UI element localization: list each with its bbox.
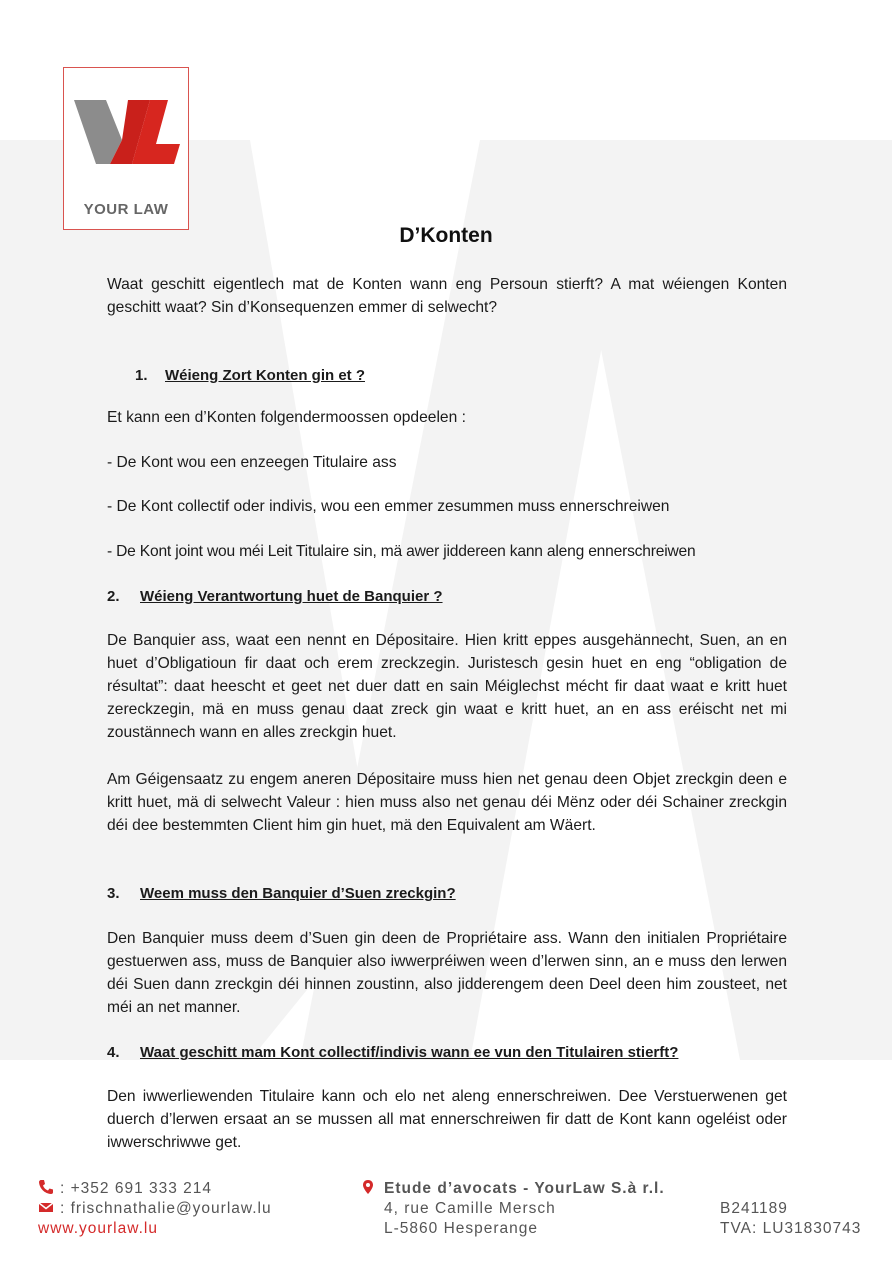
- logo-brand-text: YOUR LAW: [83, 201, 169, 218]
- section-number: 1.: [135, 367, 148, 384]
- company-register-number: B241189: [720, 1200, 788, 1217]
- website-link[interactable]: www.yourlaw.lu: [38, 1220, 158, 1237]
- section-title: Wéieng Verantwortung huet de Banquier ?: [140, 588, 443, 605]
- phone-icon: [38, 1179, 54, 1195]
- office-city: L-5860 Hesperange: [384, 1220, 539, 1237]
- document-title: D’Konten: [399, 224, 493, 247]
- office-name: Etude d’avocats - YourLaw S.à r.l.: [384, 1180, 665, 1197]
- list-item: - De Kont wou een enzeegen Titulaire ass: [107, 454, 397, 471]
- footer-phone: [38, 1179, 212, 1199]
- list-item: - De Kont joint wou méi Leit Titulaire sin, mä awer jiddereen kann aleng ennerschreiwen: [107, 543, 696, 560]
- section-title: Wéieng Zort Konten gin et ?: [165, 367, 365, 384]
- footer-email: [38, 1199, 272, 1219]
- section-2-paragraph-1: De Banquier ass, waat een nennt en Dépositaire. Hien kritt eppes ausgehännecht, Suen, an en huet d’Obligatioun fir daat och erem zreckzegin. Juristesch gesin huet en eng “obligation de résultat”: daat heescht et geet net duer datt en sain Méiglechst mécht fir daat waat e kritt huet zereckzegin, mä en muss genau daat zreck gin waat e kritt huet, an en ass eréischt net mi zoustännech wann en alles zreckgin huet.: [107, 632, 787, 741]
- section-title: Waat geschitt mam Kont collectif/indivis wann ee vun den Titulairen stierft?: [140, 1044, 679, 1061]
- section-2-heading: [107, 587, 443, 607]
- section-3-paragraph: Den Banquier muss deem d’Suen gin deen de Propriétaire ass. Wann den initialen Propriétaire gestuerwen ass, muss de Banquier also iwwerpréiwen ween d’lerwen sinn, an e muss den lerwen déi Suen dann zreckgin déi hinnen zoustinn, also jidderengem deen Deel deen him zousteet, net méi an net manner.: [107, 930, 787, 1016]
- footer-office: [360, 1179, 665, 1199]
- section-1-lead: Et kann een d’Konten folgendermoossen opdeelen :: [107, 409, 466, 426]
- phone-number: : +352 691 333 214: [60, 1180, 213, 1197]
- email-address[interactable]: : frischnathalie@yourlaw.lu: [60, 1200, 272, 1217]
- vat-number: TVA: LU31830743: [720, 1220, 862, 1237]
- section-3-heading: [107, 884, 456, 904]
- yl-logo-icon: [70, 82, 182, 197]
- office-street: 4, rue Camille Mersch: [384, 1200, 556, 1217]
- section-2-paragraph-2: Am Géigensaatz zu engem aneren Dépositaire muss hien net genau deen Objet zreckgin deen e kritt huet, mä di selwecht Valeur : hien muss also net genau déi Mënz oder déi Schainer zreckgin déi dee bestemmten Client him gin huet, mä den Equivalent am Wäert.: [107, 771, 787, 834]
- list-item: - De Kont collectif oder indivis, wou een emmer zesummen muss ennerschreiwen: [107, 498, 670, 515]
- section-4-heading: [107, 1043, 678, 1063]
- location-pin-icon: [360, 1179, 376, 1195]
- company-logo: [63, 67, 189, 230]
- section-number: 3.: [107, 885, 120, 902]
- section-number: 4.: [107, 1044, 120, 1061]
- intro-paragraph: Waat geschitt eigentlech mat de Konten wann eng Persoun stierft? A mat wéiengen Konten geschitt waat? Sin d’Konsequenzen emmer di selwecht?: [107, 276, 787, 316]
- section-4-paragraph: Den iwwerliewenden Titulaire kann och elo net aleng ennerschreiwen. Dee Verstuerwenen get duerch d’lerwen ersaat an se mussen all mat ennerschreiwen fir datt de Kont kann ogeléist oder iwwerschriwwe get.: [107, 1088, 787, 1151]
- envelope-icon: [38, 1199, 54, 1215]
- section-number: 2.: [107, 588, 120, 605]
- section-title: Weem muss den Banquier d’Suen zreckgin?: [140, 885, 456, 902]
- section-1-heading: [135, 366, 365, 386]
